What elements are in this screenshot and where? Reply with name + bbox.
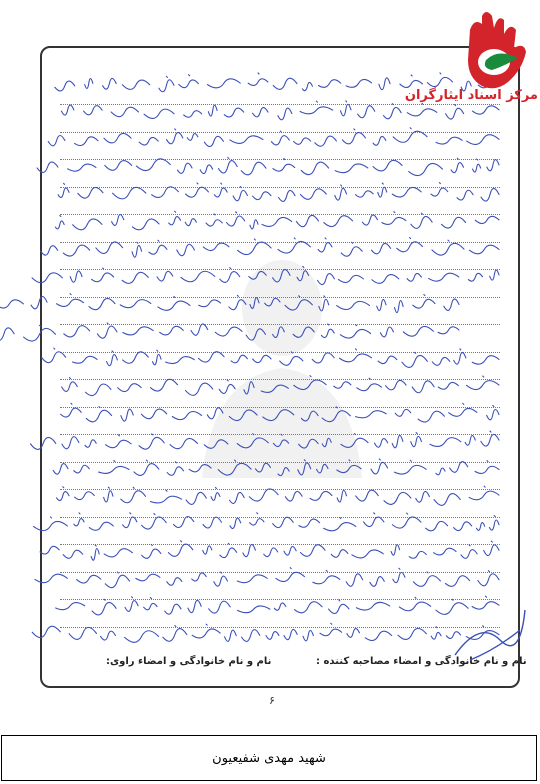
handwriting-line (44, 182, 504, 204)
handwriting-line (44, 457, 504, 479)
handwriting-line (44, 595, 504, 617)
handwriting-line (44, 155, 504, 177)
logo-text: مرکز اسناد ایثارگران (404, 88, 538, 103)
handwriting-line (44, 540, 504, 562)
handwriting-line (44, 375, 504, 397)
interviewer-signature-label: نام و نام خانوادگی و امضاء مصاحبه کننده : (316, 656, 527, 667)
handwriting-line (44, 347, 504, 369)
caption-text: شهید مهدی شفیعیون (212, 750, 326, 766)
handwriting-line (44, 210, 504, 232)
signature-mark (450, 600, 530, 670)
handwriting-line (44, 430, 504, 452)
handwriting-line (44, 512, 504, 534)
handwriting-line (4, 292, 464, 314)
narrator-signature-label: نام و نام خانوادگی و امضاء راوی: (106, 656, 272, 667)
caption-box (1, 735, 537, 781)
handwriting-line (4, 320, 464, 342)
handwriting-line (44, 567, 504, 589)
handwriting-line (44, 237, 504, 259)
handwriting-line (44, 485, 504, 507)
handwriting-line (44, 127, 504, 149)
page-number: ۶ (269, 694, 275, 707)
handwriting-line (44, 402, 504, 424)
handwriting-line (44, 265, 504, 287)
handwriting-line (44, 622, 504, 644)
